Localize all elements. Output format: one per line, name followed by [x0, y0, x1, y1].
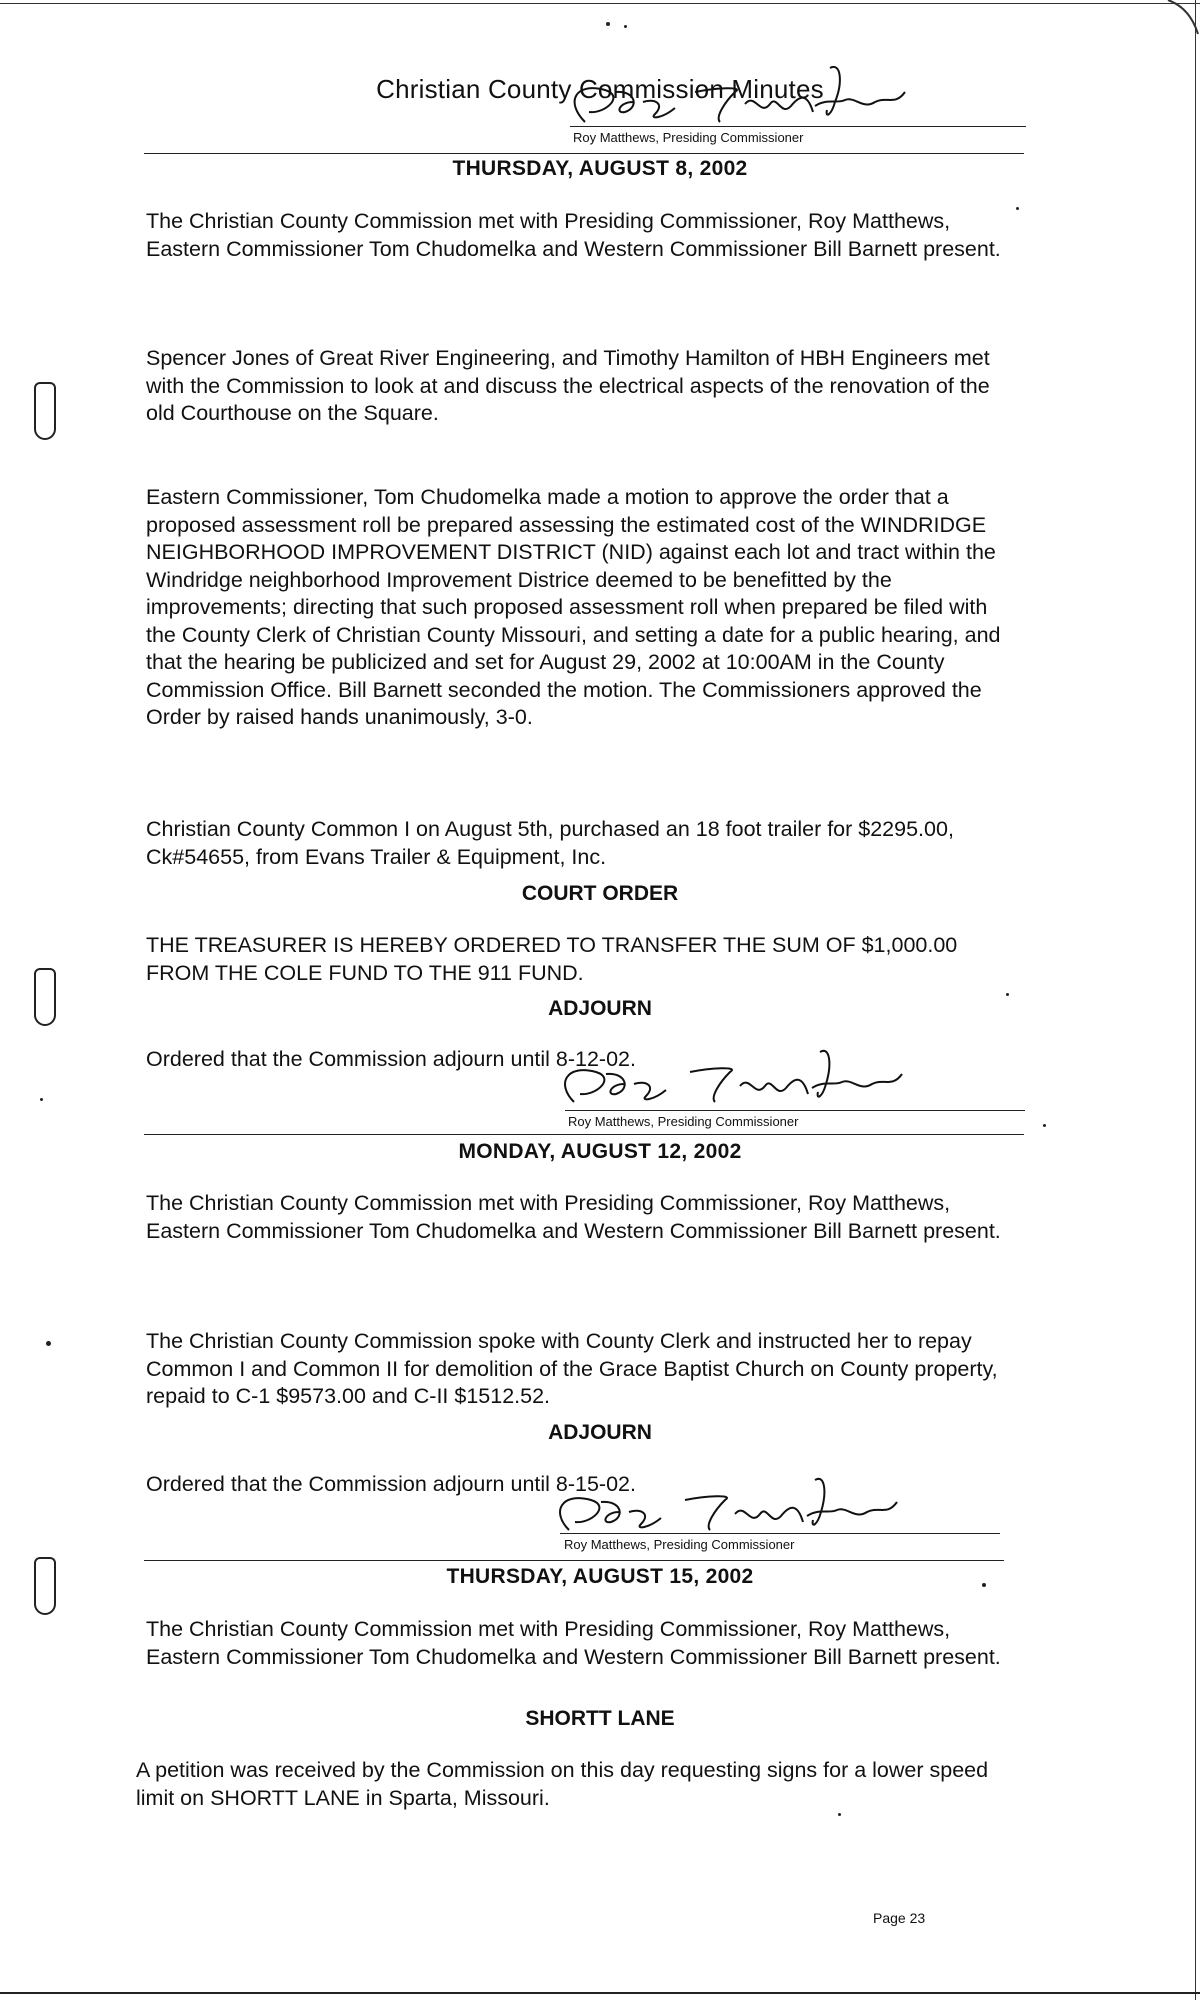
session-date: THURSDAY, AUGUST 8, 2002 — [452, 157, 748, 180]
scan-speck — [838, 1813, 841, 1816]
section-divider — [144, 153, 1024, 154]
adjourn-text: Ordered that the Commission adjourn until 8-12-02. — [146, 1047, 636, 1071]
scan-speck — [1006, 993, 1009, 996]
scan-speck — [40, 1098, 43, 1101]
scan-speck — [606, 22, 610, 26]
signature-caption: Roy Matthews, Presiding Commissioner — [568, 1114, 799, 1129]
paragraph: The Christian County Commission met with Presiding Commissioner, Roy Matthews, Eastern Commissioner Tom Chudomelka and Western Commissioner Bill Barnett present. — [146, 209, 1001, 261]
page-number: Page 23 — [873, 1910, 926, 1926]
session-date: MONDAY, AUGUST 12, 2002 — [458, 1140, 742, 1163]
signature-line — [565, 1110, 1025, 1111]
signature-caption: Roy Matthews, Presiding Commissioner — [573, 130, 804, 145]
signature-caption: Roy Matthews, Presiding Commissioner — [564, 1537, 795, 1552]
document-title: Christian County Commission Minutes — [376, 74, 824, 104]
shortt-lane-text: A petition was received by the Commission on this day requesting signs for a lower speed limit on SHORTT LANE in Sparta, Missouri. — [136, 1758, 989, 1810]
signature-line — [560, 1533, 1000, 1534]
court-order-text: THE TREASURER IS HEREBY ORDERED TO TRANSFER THE SUM OF $1,000.00 FROM THE COLE FUND TO THE 911 FUND. — [146, 933, 958, 985]
page-top-edge — [0, 3, 1200, 4]
paragraph: Spencer Jones of Great River Engineering, and Timothy Hamilton of HBH Engineers met with the Commission to look at and discuss the electrical aspects of the renovation of the old Courthouse on the Square. — [146, 346, 990, 425]
adjourn-heading: ADJOURN — [548, 1421, 652, 1444]
scan-speck — [624, 25, 627, 28]
paragraph: The Christian County Commission met with Presiding Commissioner, Roy Matthews, Eastern Commissioner Tom Chudomelka and Western Commissioner Bill Barnett present. — [146, 1191, 1001, 1243]
scan-speck — [46, 1341, 51, 1346]
paragraph: The Christian County Commission spoke with County Clerk and instructed her to repay Common I and Common II for demolition of the Grace Baptist Church on County property, repaid to C-1 $9573.00 and C-II $1512.52. — [146, 1329, 998, 1408]
section-divider — [144, 1134, 1024, 1135]
scan-speck — [1016, 207, 1019, 210]
court-order-heading: COURT ORDER — [521, 882, 679, 905]
paragraph: Christian County Common I on August 5th, purchased an 18 foot trailer for $2295.00, Ck#54655, from Evans Trailer & Equipment, Inc. — [146, 817, 954, 869]
session-date: THURSDAY, AUGUST 15, 2002 — [446, 1565, 754, 1588]
section-divider — [144, 1560, 1004, 1561]
signature-line — [570, 126, 1026, 127]
punch-hole — [34, 382, 56, 440]
paragraph: The Christian County Commission met with Presiding Commissioner, Roy Matthews, Eastern Commissioner Tom Chudomelka and Western Commissioner Bill Barnett present. — [146, 1617, 1001, 1669]
shortt-lane-heading: SHORTT LANE — [525, 1707, 675, 1730]
page-corner-curl — [1160, 0, 1200, 40]
scan-speck — [1043, 1124, 1046, 1127]
page-bottom-edge — [0, 1992, 1200, 1994]
adjourn-heading: ADJOURN — [548, 997, 652, 1020]
adjourn-text: Ordered that the Commission adjourn until 8-15-02. — [146, 1472, 636, 1496]
paragraph: Eastern Commissioner, Tom Chudomelka made a motion to approve the order that a proposed assessment roll be prepared assessing the estimated cost of the WINDRIDGE NEIGHBORHOOD IMPROVEMENT DISTRICT (NID) against each lot and tract within the Windridge neighborhood Improvement Districe deemed to be benefitted by the improvements; directing that such proposed assessment roll when prepared be filed with the County Clerk of Christian County Missouri, and setting a date for a public hearing, and that the hearing be publicized and set for August 29, 2002 at 10:00AM in the County Commission Office. Bill Barnett seconded the motion. The Commissioners approved the Order by raised hands unanimously, 3-0. — [146, 485, 1001, 729]
